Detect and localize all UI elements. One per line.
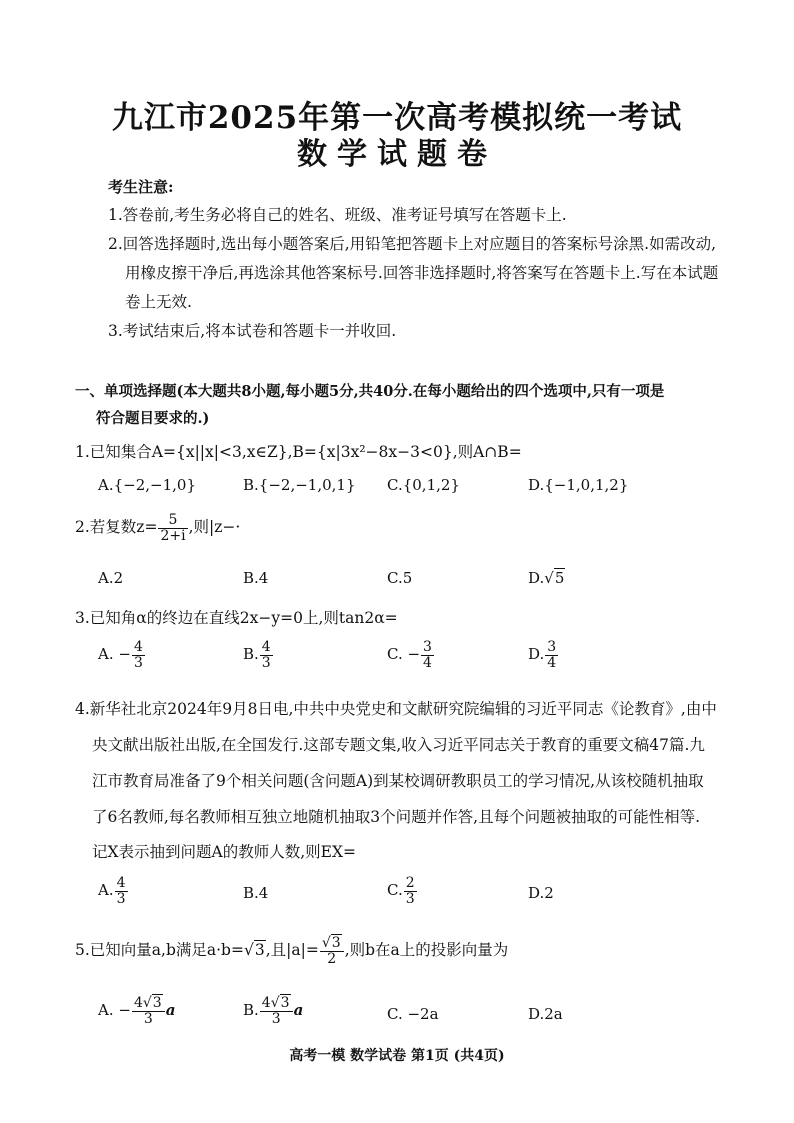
question-4-line-3: 江市教育局准备了9个相关问题(含问题A)到某校调研教职员工的学习情况,从该校随机抽取 — [92, 772, 704, 790]
notice-item-1: 1.答卷前,考生务必将自己的姓名、班级、准考证号填写在答题卡上. — [108, 206, 567, 224]
q3-option-a: A. − $\frac{4}{3}$ — [98, 639, 143, 671]
q5-option-a: A. − $\frac{4√3}{3}$ a — [98, 995, 176, 1027]
q2-option-d: D.√5 — [528, 569, 565, 587]
notice-heading: 考生注意: — [108, 178, 174, 196]
q4-option-c: C. $\frac{2}{3}$ — [387, 875, 415, 907]
q1-option-c: C.{0,1,2} — [387, 476, 460, 494]
question-4-line-2: 央文献出版社出版,在全国发行.这部专题文集,收入习近平同志关于教育的重要文稿47篇.九 — [92, 736, 705, 754]
q5-option-d: D.2a — [528, 1005, 563, 1023]
notice-item-3: 3.考试结束后,将本试卷和答题卡一并收回. — [108, 322, 397, 340]
question-1-stem: 1.已知集合A={x||x|<3,x∈Z},B={x|3x²−8x−3<0},则A∩B= — [75, 443, 522, 461]
exam-title: 九江市2025年第一次高考模拟统一考试 — [111, 100, 683, 136]
notice-item-2: 2.回答选择题时,选出每小题答案后,用铅笔把答题卡上对应题目的答案标号涂黑.如需改动, — [108, 235, 716, 253]
sqrt-icon: √ — [243, 941, 254, 960]
q2-option-a: A.2 — [98, 569, 124, 587]
q2-fraction: $\frac{5}{2+i}$ — [160, 512, 186, 544]
q2-option-c: C.5 — [387, 569, 413, 587]
section-heading: 一、单项选择题(本大题共8小题,每小题5分,共40分.在每小题给出的四个选项中,只有一项是 — [75, 383, 665, 400]
notice-item-2-cont2: 卷上无效. — [125, 293, 192, 311]
q1-option-b: B.{−2,−1,0,1} — [243, 476, 356, 494]
section-heading-cont: 符合题目要求的.) — [96, 410, 210, 427]
question-4-line-5: 记X表示抽到问题A的教师人数,则EX= — [92, 843, 356, 861]
q4-option-a: A. $\frac{4}{3}$ — [98, 875, 126, 907]
q4-option-d: D.2 — [528, 884, 554, 902]
q1-option-d: D.{−1,0,1,2} — [528, 476, 629, 494]
q4-option-b: B.4 — [243, 884, 269, 902]
question-4-line-4: 了6名教师,每名教师相互独立地随机抽取3个问题并作答,且每个问题被抽取的可能性相等. — [92, 808, 701, 826]
q5-option-c: C. −2a — [387, 1005, 439, 1023]
question-3-stem: 3.已知角α的终边在直线2x−y=0上,则tan2α= — [75, 609, 398, 627]
q2-option-b: B.4 — [243, 569, 269, 587]
q3-option-d: D. $\frac{3}{4}$ — [528, 639, 557, 671]
q5-option-b: B. $\frac{4√3}{3}$ a — [243, 995, 304, 1027]
question-5-stem: 5.已知向量a,b满足a·b=√3,且|a|= $\frac{√3}{2}$ ,则b在a上的投影向量为 — [75, 935, 509, 967]
sqrt-icon: √ — [544, 569, 554, 587]
question-4-line-1: 4.新华社北京2024年9月8日电,中共中央党史和文献研究院编辑的习近平同志《论教育》,由中 — [75, 700, 717, 718]
exam-subtitle: 数学试题卷 — [297, 137, 497, 172]
q1-option-a: A.{−2,−1,0} — [98, 476, 196, 494]
question-2-stem: 2.若复数z= $\frac{5}{2+i}$ ,则|z−· — [75, 512, 241, 544]
page-footer: 高考一模 数学试卷 第1页 (共4页) — [289, 1048, 505, 1064]
notice-item-2-cont: 用橡皮擦干净后,再选涂其他答案标号.回答非选择题时,将答案写在答题卡上.写在本试题 — [125, 264, 719, 282]
q3-option-b: B. $\frac{4}{3}$ — [243, 639, 271, 671]
q3-option-c: C. − $\frac{3}{4}$ — [387, 639, 432, 671]
